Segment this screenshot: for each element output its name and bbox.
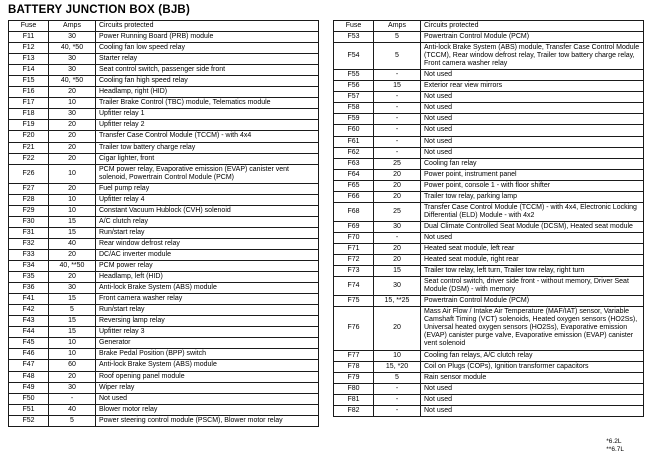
amps-cell: 30 (49, 65, 96, 76)
amps-cell: 10 (49, 194, 96, 205)
fuse-row (334, 202, 644, 221)
amps-cell: 15, *20 (374, 361, 421, 372)
amps-cell: 10 (49, 205, 96, 216)
fuse-row (334, 266, 644, 277)
fuse-row (9, 249, 319, 260)
fuse-id-cell: F61 (334, 136, 374, 147)
circuit-cell: Cooling fan relay (421, 158, 644, 169)
fuse-id-cell: F21 (9, 142, 49, 153)
circuit-cell: Powertrain Control Module (PCM) (421, 296, 644, 307)
fuse-row (9, 261, 319, 272)
fuse-row (9, 142, 319, 153)
fuse-row (334, 307, 644, 350)
footnote-line: **6.7L (606, 445, 624, 453)
fuse-id-cell: F29 (9, 205, 49, 216)
fuse-id-cell: F33 (9, 249, 49, 260)
amps-cell: - (374, 383, 421, 394)
circuit-cell: Seat control switch, passenger side front (96, 65, 319, 76)
fuse-id-cell: F65 (334, 180, 374, 191)
fuse-id-cell: F62 (334, 147, 374, 158)
fuse-id-cell: F32 (9, 238, 49, 249)
fuse-row (9, 98, 319, 109)
footnotes (606, 438, 624, 454)
fuse-row (9, 415, 319, 426)
fuse-id-cell: F19 (9, 120, 49, 131)
fuse-row (334, 372, 644, 383)
circuit-cell: Mass Air Flow / Intake Air Temperature (MAF/IAT) sensor, Variable Camshaft Timing (VCT) solenoids, Heated oxygen sensors (HO2Ss), Universal heated oxygen sensors (HO2Ss), Evaporative emission (EVAP) canister purge valve, Evaporative emission (EVAP) canister vent solenoid (421, 307, 644, 350)
fuse-id-cell: F47 (9, 360, 49, 371)
amps-column-header: Amps (374, 21, 421, 32)
fuse-row (334, 147, 644, 158)
fuse-id-cell: F80 (334, 383, 374, 394)
fuse-row (9, 349, 319, 360)
amps-column-header: Amps (49, 21, 96, 32)
fuse-id-cell: F48 (9, 371, 49, 382)
fuse-row (334, 136, 644, 147)
amps-cell: 20 (49, 142, 96, 153)
fuse-row (334, 383, 644, 394)
circuit-cell: Not used (421, 405, 644, 416)
circuit-cell: Anti-lock Brake System (ABS) module (96, 360, 319, 371)
fuse-row (334, 232, 644, 243)
circuit-cell: Rain sensor module (421, 372, 644, 383)
fuse-row (334, 43, 644, 70)
amps-cell: 30 (49, 283, 96, 294)
fuse-row (334, 158, 644, 169)
circuit-cell: Not used (421, 114, 644, 125)
fuse-row (334, 32, 644, 43)
fuse-id-cell: F72 (334, 255, 374, 266)
table-header-row (9, 21, 319, 32)
fuse-id-cell: F35 (9, 272, 49, 283)
table-header-row (334, 21, 644, 32)
circuit-cell: Heated seat module, right rear (421, 255, 644, 266)
fuse-id-cell: F56 (334, 81, 374, 92)
amps-cell: 30 (374, 277, 421, 296)
circuit-cell: Power point, console 1 - with floor shifter (421, 180, 644, 191)
circuit-cell: Constant Vacuum Hublock (CVH) solenoid (96, 205, 319, 216)
fuse-row (9, 227, 319, 238)
amps-cell: 15 (374, 266, 421, 277)
circuit-cell: Power point, instrument panel (421, 169, 644, 180)
fuse-id-cell: F79 (334, 372, 374, 383)
fuse-id-cell: F52 (9, 415, 49, 426)
fuse-table-left (8, 20, 319, 427)
amps-cell: 30 (374, 221, 421, 232)
fuse-row (9, 404, 319, 415)
fuse-id-cell: F41 (9, 294, 49, 305)
fuse-id-cell: F82 (334, 405, 374, 416)
fuse-id-cell: F12 (9, 43, 49, 54)
amps-cell: 15 (374, 81, 421, 92)
fuse-id-cell: F43 (9, 316, 49, 327)
circuit-cell: Front camera washer relay (96, 294, 319, 305)
fuse-row (9, 294, 319, 305)
amps-cell: 30 (49, 109, 96, 120)
circuit-cell: Roof opening panel module (96, 371, 319, 382)
fuse-row (334, 277, 644, 296)
fuse-row (9, 32, 319, 43)
fuse-row (9, 238, 319, 249)
fuse-row (9, 393, 319, 404)
fuse-row (334, 103, 644, 114)
circuit-cell: Blower motor relay (96, 404, 319, 415)
fuse-id-cell: F70 (334, 232, 374, 243)
amps-cell: - (374, 405, 421, 416)
fuse-id-cell: F26 (9, 164, 49, 183)
amps-cell: 20 (374, 243, 421, 254)
circuit-cell: Transfer Case Control Module (TCCM) - with 4x4 (96, 131, 319, 142)
fuse-id-cell: F11 (9, 32, 49, 43)
circuit-cell: Dual Climate Controlled Seat Module (DCSM), Heated seat module (421, 221, 644, 232)
fuse-id-cell: F81 (334, 394, 374, 405)
amps-cell: 20 (374, 191, 421, 202)
fuse-row (9, 216, 319, 227)
fuse-row (9, 164, 319, 183)
amps-cell: 20 (374, 307, 421, 350)
fuse-id-cell: F36 (9, 283, 49, 294)
fuse-id-cell: F18 (9, 109, 49, 120)
fuse-row (334, 169, 644, 180)
amps-cell: 30 (49, 382, 96, 393)
circuit-cell: Starter relay (96, 54, 319, 65)
fuse-id-cell: F63 (334, 158, 374, 169)
circuit-cell: Upfitter relay 1 (96, 109, 319, 120)
circuit-cell: Upfitter relay 2 (96, 120, 319, 131)
fuse-id-cell: F53 (334, 32, 374, 43)
circuit-cell: Exterior rear view mirrors (421, 81, 644, 92)
circuit-cell: Brake Pedal Position (BPP) switch (96, 349, 319, 360)
circuit-cell: Headlamp, right (HID) (96, 87, 319, 98)
amps-cell: 10 (49, 338, 96, 349)
circuit-cell: Not used (421, 136, 644, 147)
fuse-id-cell: F49 (9, 382, 49, 393)
circuit-cell: Not used (421, 147, 644, 158)
amps-cell: 10 (49, 349, 96, 360)
amps-cell: 20 (49, 272, 96, 283)
fuse-row (9, 371, 319, 382)
circuit-cell: Fuel pump relay (96, 183, 319, 194)
circuit-cell: Transfer Case Control Module (TCCM) - with 4x4, Electronic Locking Differential (ELD) Module - with 4x2 (421, 202, 644, 221)
fuse-row (9, 194, 319, 205)
circuits-column-header: Circuits protected (96, 21, 319, 32)
fuse-id-cell: F51 (9, 404, 49, 415)
circuit-cell: Reversing lamp relay (96, 316, 319, 327)
amps-cell: 15 (49, 294, 96, 305)
circuit-cell: Anti-lock Brake System (ABS) module (96, 283, 319, 294)
fuse-row (9, 43, 319, 54)
amps-cell: 20 (49, 249, 96, 260)
amps-cell: 5 (49, 415, 96, 426)
amps-cell: - (374, 103, 421, 114)
amps-cell: 15 (49, 216, 96, 227)
amps-cell: - (374, 114, 421, 125)
amps-cell: 5 (374, 32, 421, 43)
amps-cell: 10 (374, 350, 421, 361)
circuits-column-header: Circuits protected (421, 21, 644, 32)
fuse-id-cell: F73 (334, 266, 374, 277)
fuse-row (334, 394, 644, 405)
circuit-cell: Upfitter relay 4 (96, 194, 319, 205)
amps-cell: 20 (49, 153, 96, 164)
circuit-cell: Power steering control module (PSCM), Blower motor relay (96, 415, 319, 426)
fuse-row (9, 183, 319, 194)
amps-cell: 40 (49, 238, 96, 249)
amps-cell: - (374, 394, 421, 405)
fuse-row (9, 54, 319, 65)
fuse-id-cell: F34 (9, 261, 49, 272)
amps-cell: - (49, 393, 96, 404)
circuit-cell: Power Running Board (PRB) module (96, 32, 319, 43)
fuse-id-cell: F27 (9, 183, 49, 194)
fuse-row (9, 272, 319, 283)
amps-cell: 20 (374, 169, 421, 180)
fuse-id-cell: F58 (334, 103, 374, 114)
amps-cell: 30 (49, 54, 96, 65)
circuit-cell: Cooling fan high speed relay (96, 76, 319, 87)
amps-cell: 10 (49, 98, 96, 109)
amps-cell: 40, *50 (49, 76, 96, 87)
fuse-id-cell: F42 (9, 305, 49, 316)
fuse-id-cell: F15 (9, 76, 49, 87)
fuse-id-cell: F16 (9, 87, 49, 98)
fuse-id-cell: F71 (334, 243, 374, 254)
fuse-row (9, 87, 319, 98)
amps-cell: 40, **50 (49, 261, 96, 272)
circuit-cell: Trailer tow relay, parking lamp (421, 191, 644, 202)
circuit-cell: Cigar lighter, front (96, 153, 319, 164)
amps-cell: 20 (49, 87, 96, 98)
circuit-cell: Not used (421, 125, 644, 136)
circuit-cell: Heated seat module, left rear (421, 243, 644, 254)
fuse-row (334, 361, 644, 372)
fuse-id-cell: F75 (334, 296, 374, 307)
fuse-id-cell: F55 (334, 70, 374, 81)
circuit-cell: Not used (421, 232, 644, 243)
fuse-row (9, 316, 319, 327)
fuse-column-header: Fuse (9, 21, 49, 32)
fuse-row (334, 255, 644, 266)
amps-cell: 40, *50 (49, 43, 96, 54)
amps-cell: - (374, 70, 421, 81)
fuse-id-cell: F68 (334, 202, 374, 221)
amps-cell: 60 (49, 360, 96, 371)
footnote-line: *6.2L (606, 437, 622, 445)
fuse-row (334, 125, 644, 136)
fuse-row (9, 131, 319, 142)
circuit-cell: Not used (421, 103, 644, 114)
amps-cell: 15 (49, 327, 96, 338)
fuse-row (334, 243, 644, 254)
amps-cell: 5 (49, 305, 96, 316)
circuit-cell: Not used (421, 383, 644, 394)
fuse-row (9, 120, 319, 131)
fuse-id-cell: F78 (334, 361, 374, 372)
circuit-cell: Not used (421, 394, 644, 405)
fuse-row (9, 360, 319, 371)
amps-cell: 10 (49, 164, 96, 183)
fuse-id-cell: F14 (9, 65, 49, 76)
circuit-cell: Wiper relay (96, 382, 319, 393)
amps-cell: 15 (49, 316, 96, 327)
fuse-row (9, 109, 319, 120)
fuse-row (334, 191, 644, 202)
fuse-id-cell: F60 (334, 125, 374, 136)
fuse-row (334, 81, 644, 92)
circuit-cell: Headlamp, left (HID) (96, 272, 319, 283)
fuse-row (334, 114, 644, 125)
circuit-cell: Powertrain Control Module (PCM) (421, 32, 644, 43)
fuse-id-cell: F28 (9, 194, 49, 205)
fuse-row (334, 296, 644, 307)
fuse-id-cell: F45 (9, 338, 49, 349)
circuit-cell: A/C clutch relay (96, 216, 319, 227)
amps-cell: 20 (49, 371, 96, 382)
circuit-cell: Trailer Brake Control (TBC) module, Telematics module (96, 98, 319, 109)
circuit-cell: Trailer tow relay, left turn, Trailer tow relay, right turn (421, 266, 644, 277)
amps-cell: 15 (49, 227, 96, 238)
amps-cell: 20 (49, 120, 96, 131)
fuse-id-cell: F76 (334, 307, 374, 350)
amps-cell: - (374, 147, 421, 158)
fuse-id-cell: F59 (334, 114, 374, 125)
fuse-row (334, 92, 644, 103)
fuse-id-cell: F64 (334, 169, 374, 180)
fuse-row (9, 382, 319, 393)
fuse-row (9, 283, 319, 294)
amps-cell: 25 (374, 202, 421, 221)
circuit-cell: Not used (421, 92, 644, 103)
fuse-id-cell: F77 (334, 350, 374, 361)
amps-cell: 5 (374, 43, 421, 70)
fuse-id-cell: F74 (334, 277, 374, 296)
amps-cell: 25 (374, 158, 421, 169)
fuse-row (9, 153, 319, 164)
circuit-cell: Upfitter relay 3 (96, 327, 319, 338)
circuit-cell: PCM power relay, Evaporative emission (EVAP) canister vent solenoid, Powertrain Control Module (PCM) (96, 164, 319, 183)
circuit-cell: PCM power relay (96, 261, 319, 272)
circuit-cell: Generator (96, 338, 319, 349)
fuse-table-right-body (334, 32, 644, 417)
fuse-row (334, 70, 644, 81)
fuse-row (9, 327, 319, 338)
fuse-id-cell: F54 (334, 43, 374, 70)
fuse-table-left-body (9, 32, 319, 427)
fuse-id-cell: F31 (9, 227, 49, 238)
fuse-id-cell: F57 (334, 92, 374, 103)
fuse-id-cell: F13 (9, 54, 49, 65)
amps-cell: 20 (49, 131, 96, 142)
circuit-cell: Seat control switch, driver side front - without memory, Driver Seat Module (DSM) - with memory (421, 277, 644, 296)
fuse-column-header: Fuse (334, 21, 374, 32)
page-title: BATTERY JUNCTION BOX (BJB) (8, 4, 190, 16)
circuit-cell: Run/start relay (96, 227, 319, 238)
fuse-id-cell: F50 (9, 393, 49, 404)
fuse-id-cell: F22 (9, 153, 49, 164)
fuse-row (9, 76, 319, 87)
fuse-id-cell: F30 (9, 216, 49, 227)
fuse-row (9, 205, 319, 216)
circuit-cell: Not used (421, 70, 644, 81)
amps-cell: 20 (374, 180, 421, 191)
fuse-id-cell: F69 (334, 221, 374, 232)
amps-cell: 20 (49, 183, 96, 194)
amps-cell: 30 (49, 32, 96, 43)
fuse-row (334, 405, 644, 416)
fuse-row (334, 221, 644, 232)
circuit-cell: DC/AC inverter module (96, 249, 319, 260)
amps-cell: - (374, 232, 421, 243)
fuse-id-cell: F17 (9, 98, 49, 109)
amps-cell: - (374, 125, 421, 136)
fuse-row (334, 180, 644, 191)
fuse-id-cell: F66 (334, 191, 374, 202)
amps-cell: 20 (374, 255, 421, 266)
circuit-cell: Run/start relay (96, 305, 319, 316)
amps-cell: 40 (49, 404, 96, 415)
circuit-cell: Cooling fan relays, A/C clutch relay (421, 350, 644, 361)
circuit-cell: Rear window defrost relay (96, 238, 319, 249)
circuit-cell: Cooling fan low speed relay (96, 43, 319, 54)
fuse-id-cell: F44 (9, 327, 49, 338)
circuit-cell: Coil on Plugs (COPs), Ignition transformer capacitors (421, 361, 644, 372)
fuse-row (334, 350, 644, 361)
fuse-row (9, 65, 319, 76)
fuse-row (9, 305, 319, 316)
amps-cell: - (374, 92, 421, 103)
amps-cell: - (374, 136, 421, 147)
tables-container (8, 20, 644, 427)
fuse-row (9, 338, 319, 349)
fuse-table-right (333, 20, 644, 417)
amps-cell: 5 (374, 372, 421, 383)
circuit-cell: Not used (96, 393, 319, 404)
circuit-cell: Trailer tow battery charge relay (96, 142, 319, 153)
amps-cell: 15, **25 (374, 296, 421, 307)
fuse-id-cell: F46 (9, 349, 49, 360)
fuse-id-cell: F20 (9, 131, 49, 142)
circuit-cell: Anti-lock Brake System (ABS) module, Transfer Case Control Module (TCCM), Rear window defrost relay, Trailer tow battery charge relay, Front camera washer relay (421, 43, 644, 70)
